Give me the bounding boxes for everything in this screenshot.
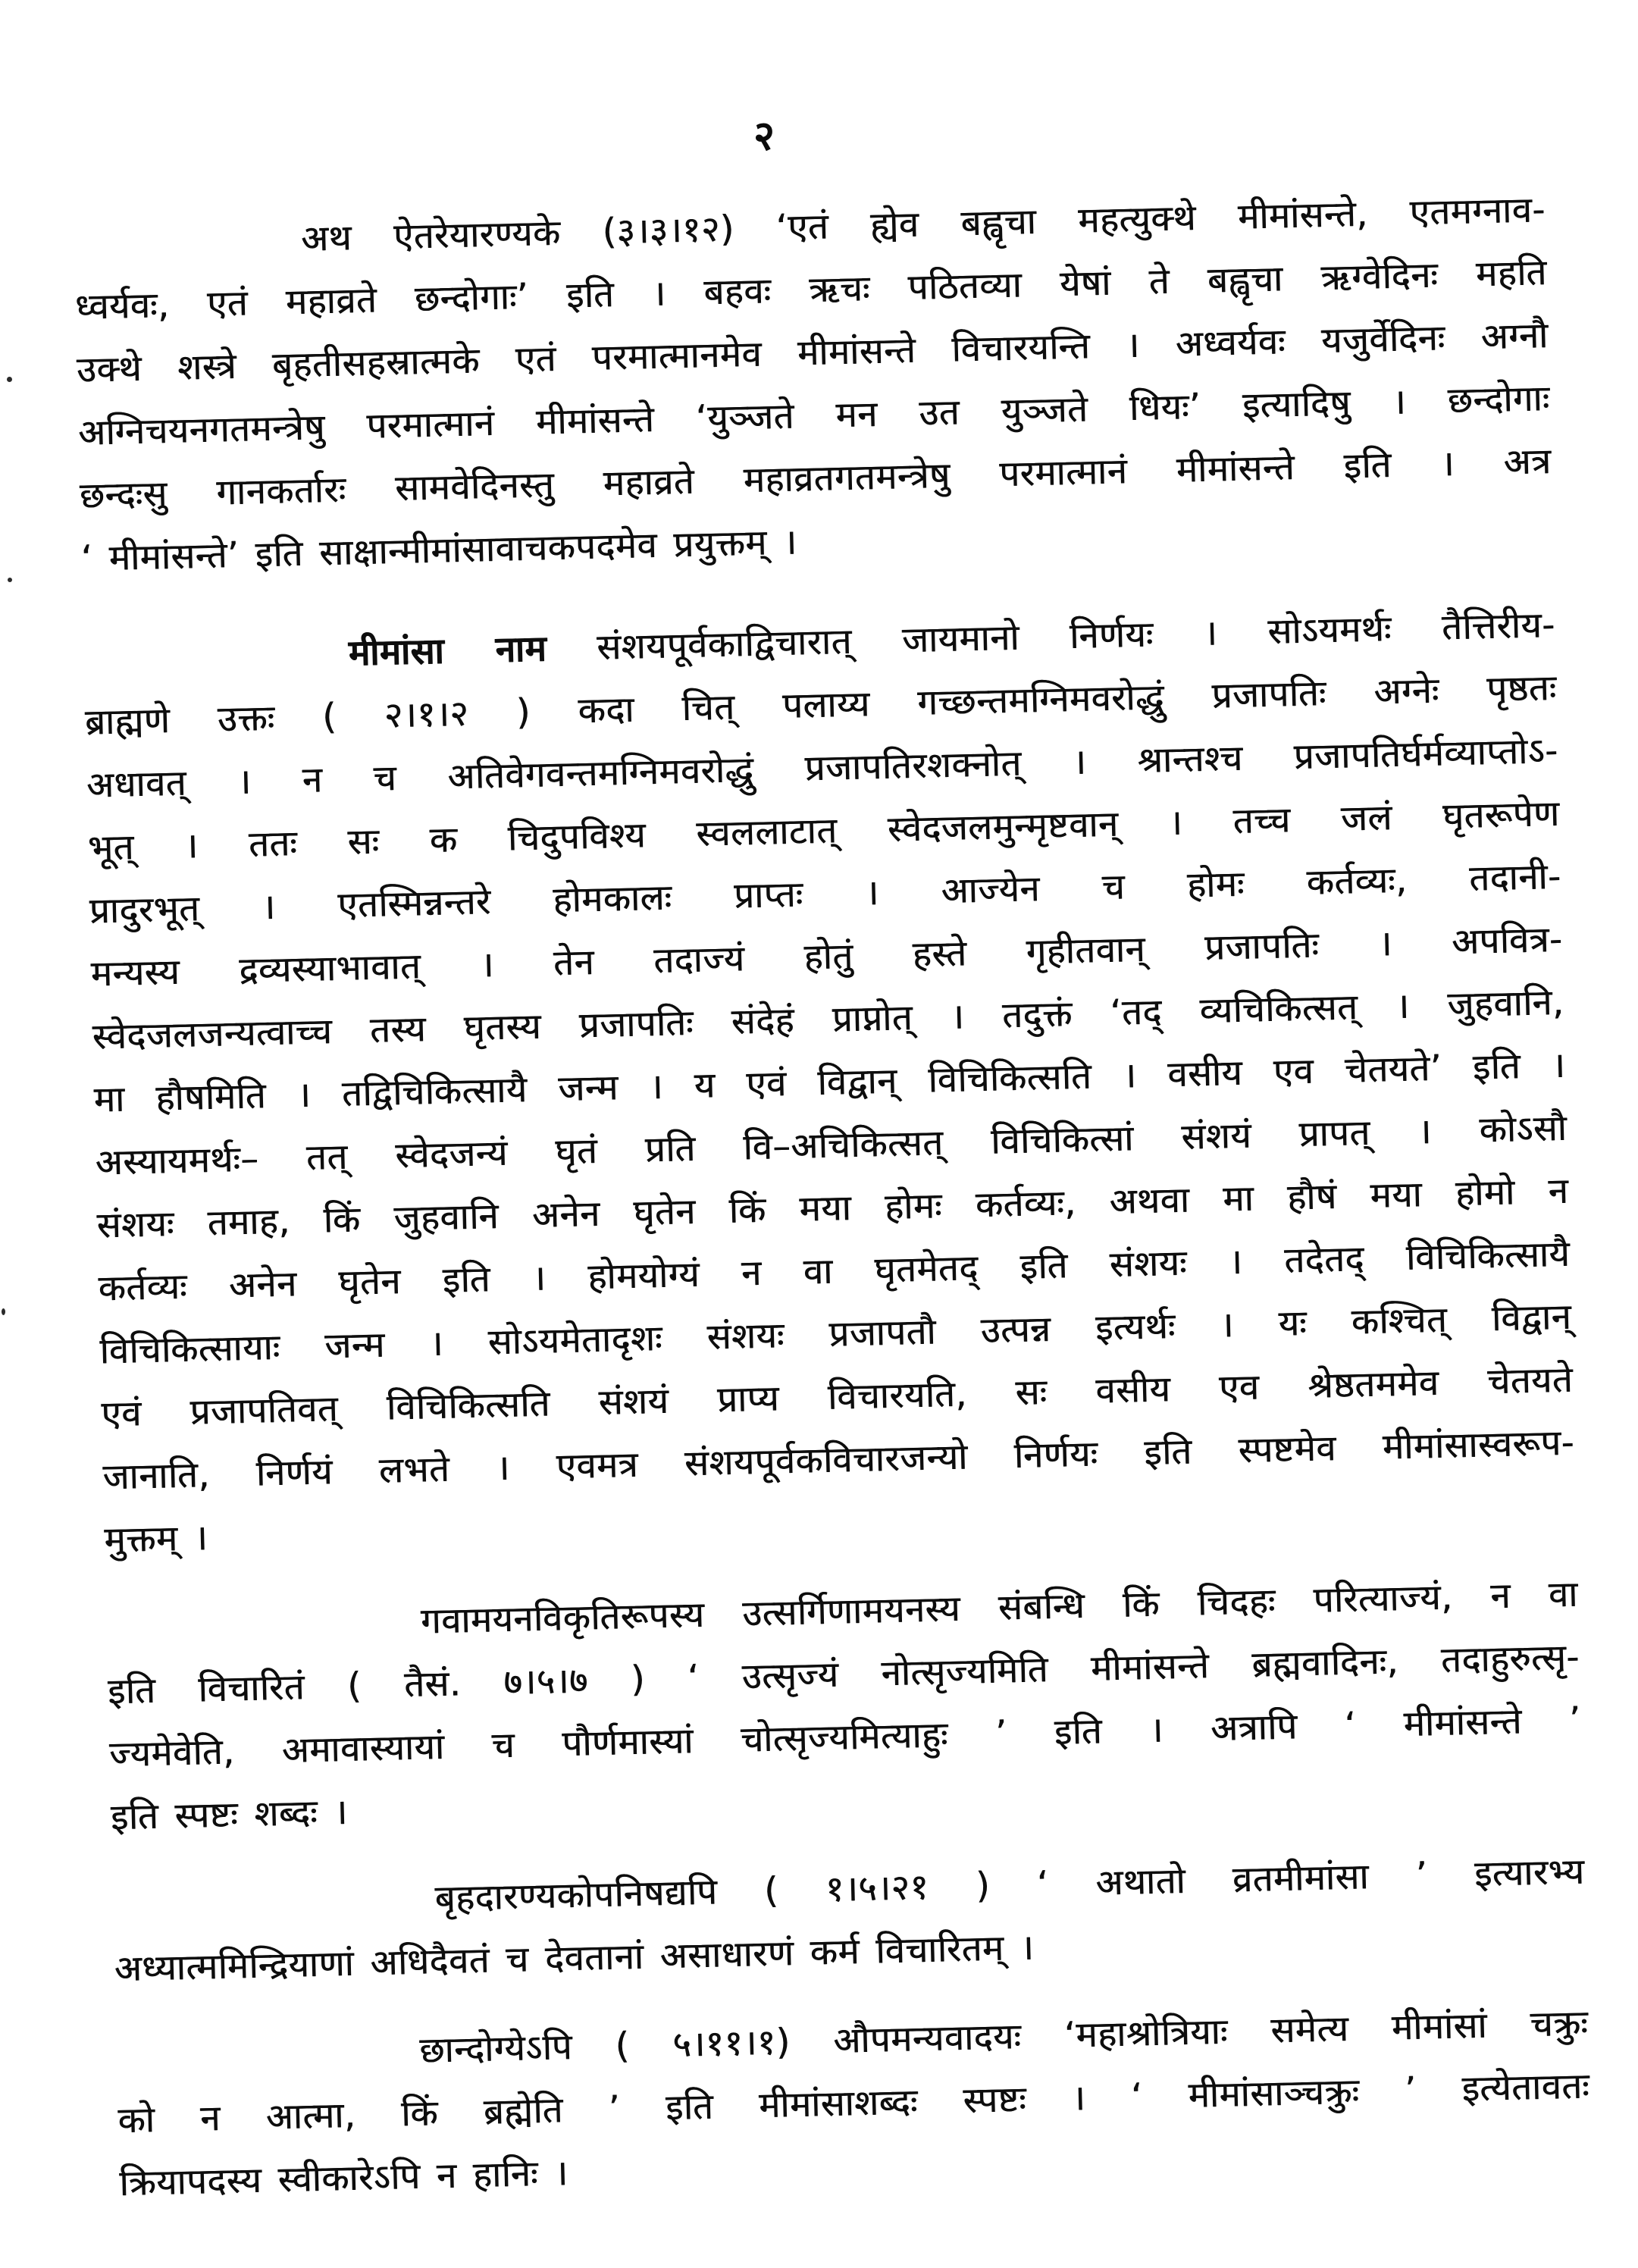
text-line: ध्वर्यवः, एतं महाव्रते छन्दोगाः’ इति । बहवः ऋचः पठितव्या येषां ते बह्वृचा ऋग्वेदिनः महति — [74, 252, 1548, 328]
text-line: अध्यात्ममिन्द्रियाणां अधिदैवतं च देवतानां असाधारणं कर्म विचारितम् । — [114, 1926, 1035, 1991]
text-line: ‘ मीमांसन्ते’ इति साक्षान्मीमांसावाचकपदमेव प्रयुक्तम् । — [80, 521, 798, 580]
text-line: गवामयनविकृतिरूपस्य उत्सर्गिणामयनस्य संबन्धि किं चिदहः परित्याज्यं, न वा — [420, 1573, 1579, 1643]
text-line: अग्निचयनगतमन्त्रेषु परमात्मानं मीमांसन्ते ‘युञ्जते मन उत युञ्जते धियः’ इत्यादिषु । छन्दोगाः — [77, 377, 1551, 454]
text-line: अथ ऐतरेयारण्यके (३।३।१२) ‘एतं ह्येव बह्वृचा महत्युक्थे मीमांसन्ते, एतमग्नाव- — [300, 189, 1546, 260]
text-line: इति स्पष्टः शब्दः । — [110, 1790, 349, 1839]
scan-speck — [8, 578, 12, 582]
text-line: स्वेदजलजन्यत्वाच्च तस्य घृतस्य प्रजापतिः संदेहं प्राप्नोत् । तदुक्तं ‘तद् व्यचिकित्सत् । जुहवानि, — [92, 981, 1564, 1058]
text-line: जानाति, निर्णयं लभते । एवमत्र संशयपूर्वकविचारजन्यो निर्णयः इति स्पष्टमेव मीमांसास्वरूप- — [102, 1421, 1575, 1499]
paragraph-lead-word: मीमांसा नाम — [348, 628, 547, 675]
scan-speck — [2, 1308, 5, 1315]
text-line: अधावत् । न च अतिवेगवन्तमग्निमवरोद्धुं प्रजापतिरशक्नोत् । श्रान्तश्च प्रजापतिर्घर्मव्याप्तोऽ- — [86, 729, 1559, 807]
text-line: एवं प्रजापतिवत् विचिकित्सति संशयं प्राप्य विचारयति, सः वसीय एव श्रेष्ठतममेव चेतयते — [100, 1358, 1574, 1436]
paragraph-mimamsa-definition — [83, 594, 1577, 1571]
text-line: प्रादुरभूत् । एतस्मिन्नन्तरे होमकालः प्राप्तः । आज्येन च होमः कर्तव्यः, तदानी- — [89, 855, 1561, 932]
text-block — [73, 178, 1592, 2215]
paragraph-gavamayana-taittiriya-samhita — [105, 1563, 1583, 1850]
text-line: संशयः तमाह, किं जुहवानि अनेन घृतेन किं मया होमः कर्तव्यः, अथवा मा हौषं मया होमो न — [96, 1170, 1569, 1247]
text-line: बृहदारण्यकोपनिषद्यपि ( १।५।२१ ) ‘ अथातो व्रतमीमांसा ’ इत्यारभ्य — [434, 1850, 1585, 1920]
text-line: छन्दःसु गानकर्तारः सामवेदिनस्तु महाव्रते महाव्रतगतमन्त्रेषु परमात्मानं मीमांसन्ते इति । अत्र — [79, 440, 1552, 517]
text-line: ज्यमेवेति, अमावास्यायां च पौर्णमास्यां चोत्सृज्यमित्याहुः ’ इति । अत्रापि ‘ मीमांसन्ते ’ — [108, 1699, 1582, 1776]
text-line: को न आत्मा, किं ब्रह्मेति ’ इति मीमांसाशब्दः स्पष्टः । ‘ मीमांसाञ्चक्रुः ’ इत्येतावतः — [117, 2065, 1590, 2142]
text-line: भूत् । ततः सः क चिदुपविश्य स्वललाटात् स्वेदजलमुन्मृष्टवान् । तच्च जलं घृतरूपेण — [87, 792, 1561, 869]
scan-speck — [7, 377, 12, 382]
text-line: मा हौषमिति । तद्विचिकित्सायै जन्म । य एवं विद्वान् विचिकित्सति । वसीय एव चेतयते’ इति । — [93, 1044, 1566, 1121]
text-line: अस्यायमर्थः– तत् स्वेदजन्यं घृतं प्रति वि–अचिकित्सत् विचिकित्सां संशयं प्रापत् । कोऽसौ — [95, 1107, 1568, 1184]
paragraph-brihadaranyaka-upanishad — [112, 1840, 1586, 2001]
paragraph-aitareya-aranyaka-quote — [73, 178, 1553, 590]
text-line: उक्थे शस्त्रे बृहतीसहस्रात्मके एतं परमात्मानमेव मीमांसन्ते विचारयन्ति । अध्वर्यवः यजुर्वेदिनः अग्नौ — [76, 315, 1549, 391]
text-line: मुक्तम् । — [103, 1517, 208, 1562]
text-line: इति विचारितं ( तैसं. ७।५।७ ) ‘ उत्सृज्यं नोत्सृज्यमिति मीमांसन्ते ब्रह्मवादिनः, तदाहुरुत्सृ- — [107, 1636, 1580, 1713]
text-line: विचिकित्सायाः जन्म । सोऽयमेतादृशः संशयः प्रजापतौ उत्पन्न इत्यर्थः । यः कश्चित् विद्वान् — [99, 1295, 1572, 1373]
text-line: ब्राह्मणे उक्तः ( २।१।२ ) कदा चित् पलाय्य गच्छन्तमग्निमवरोद्धुं प्रजापतिः अग्नेः पृष्ठतः — [84, 667, 1558, 744]
text-line: मीमांसा नाम संशयपूर्वकाद्विचारात् जायमानो निर्णयः । सोऽयमर्थः तैत्तिरीय- — [348, 604, 1556, 675]
text-line: छान्दोग्येऽपि ( ५।११।१) औपमन्यवादयः ‘महाश्रोत्रियाः समेत्य मीमांसां चक्रुः — [418, 2002, 1589, 2072]
text-line: कर्तव्यः अनेन घृतेन इति । होमयोग्यं न वा घृतमेतद् इति संशयः । तदेतद् विचिकित्सायै — [97, 1233, 1571, 1310]
paragraph-chandogya-upanishad — [116, 1992, 1592, 2216]
text-line: मन्यस्य द्रव्यस्याभावात् । तेन तदाज्यं होतुं हस्ते गृहीतवान् प्रजापतिः । अपवित्र- — [90, 918, 1563, 995]
text-line: क्रियापदस्य स्वीकारेऽपि न हानिः । — [118, 2152, 569, 2205]
page-number: २ — [753, 111, 775, 160]
